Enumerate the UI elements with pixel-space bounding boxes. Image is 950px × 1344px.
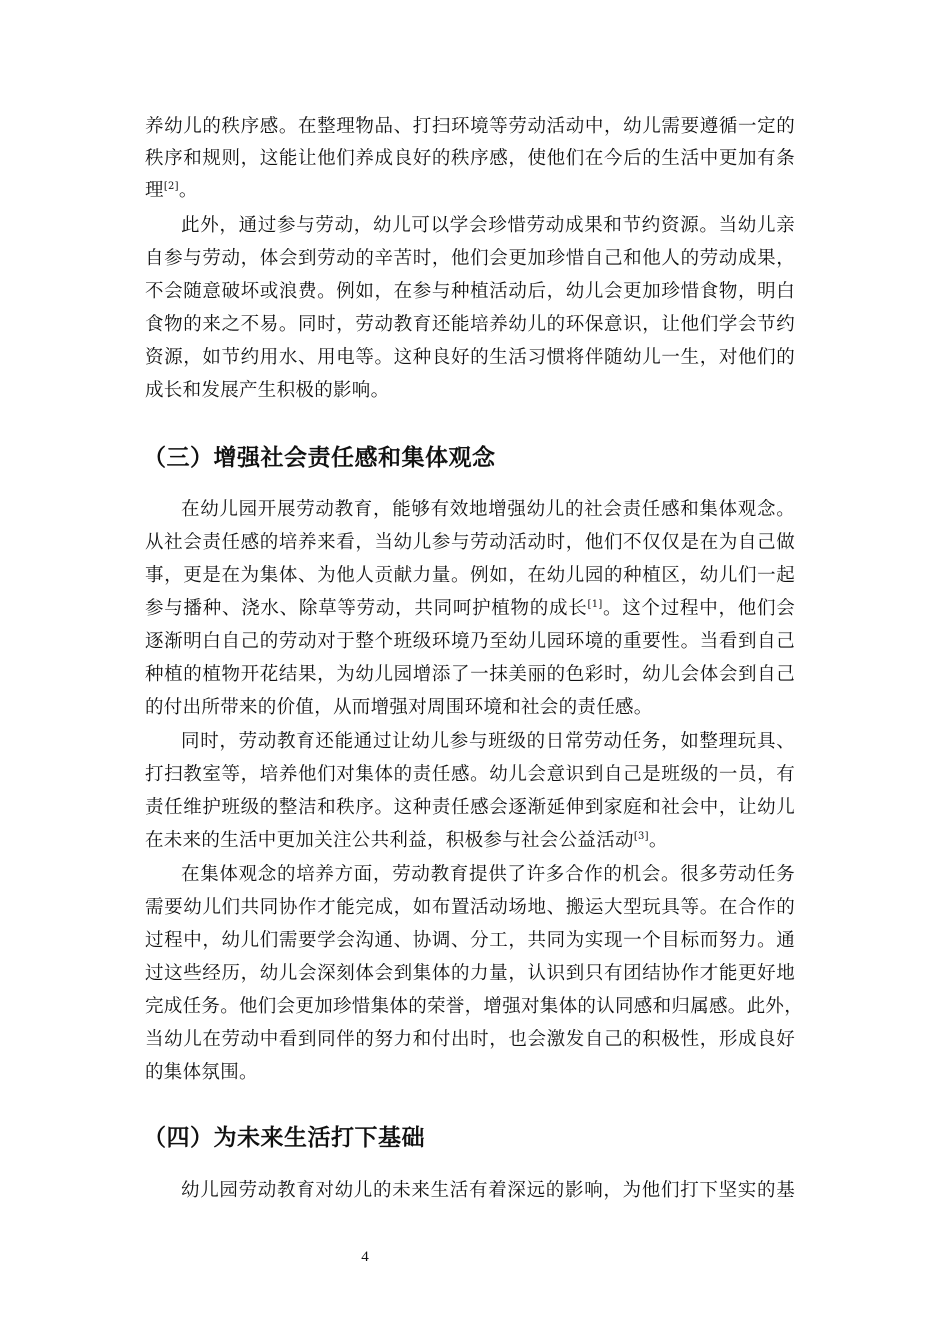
body-text: 。 <box>178 180 198 201</box>
page-number: 4 <box>361 1249 369 1265</box>
paragraph-line: 幼儿园劳动教育对幼儿的未来生活有着深远的影响，为他们打下坚实的基 <box>181 1180 795 1201</box>
body-text: 在未来的生活中更加关注公共利益，积极参与社会公益活动 <box>145 830 634 851</box>
paragraph-line: 事，更是在为集体、为他人贡献力量。例如，在幼儿园的种植区，幼儿们一起 <box>145 565 795 586</box>
paragraph-line: 同时，劳动教育还能通过让幼儿参与班级的日常劳动任务，如整理玩具、 <box>181 731 795 752</box>
paragraph-line: 需要幼儿们共同协作才能完成，如布置活动场地、搬运大型玩具等。在合作的 <box>145 897 795 918</box>
paragraph-line: 此外，通过参与劳动，幼儿可以学会珍惜劳动成果和节约资源。当幼儿亲 <box>181 215 795 236</box>
section-heading: （四）为未来生活打下基础 <box>143 1125 425 1151</box>
paragraph-line: 过程中，幼儿们需要学会沟通、协调、分工，共同为实现一个目标而努力。通 <box>145 930 795 951</box>
paragraph-line: 秩序和规则，这能让他们养成良好的秩序感，使他们在今后的生活中更加有条 <box>145 148 795 169</box>
paragraph-line: 在幼儿园开展劳动教育，能够有效地增强幼儿的社会责任感和集体观念。 <box>181 499 795 520</box>
paragraph-line: 自参与劳动，体会到劳动的辛苦时，他们会更加珍惜自己和他人的劳动成果， <box>145 248 795 269</box>
body-text: 参与播种、浇水、除草等劳动，共同呵护植物的成长 <box>145 598 588 619</box>
body-text: 。这个过程中，他们会 <box>602 598 795 619</box>
paragraph-line: 在集体观念的培养方面，劳动教育提供了许多合作的机会。很多劳动任务 <box>181 864 795 885</box>
paragraph-line: 资源，如节约用水、用电等。这种良好的生活习惯将伴随幼儿一生，对他们的 <box>145 347 795 368</box>
section-heading: （三）增强社会责任感和集体观念 <box>143 445 496 471</box>
paragraph-line: 当幼儿在劳动中看到同伴的努力和付出时，也会激发自己的积极性，形成良好 <box>145 1029 795 1050</box>
paragraph-line: 完成任务。他们会更加珍惜集体的荣誉，增强对集体的认同感和归属感。此外， <box>145 996 804 1017</box>
paragraph-line: 的付出所带来的价值，从而增强对周围环境和社会的责任感。 <box>145 697 653 718</box>
paragraph-line: 不会随意破坏或浪费。例如，在参与种植活动后，幼儿会更加珍惜食物，明白 <box>145 281 795 302</box>
body-text: 理 <box>145 180 164 201</box>
paragraph-line: 食物的来之不易。同时，劳动教育还能培养幼儿的环保意识，让他们学会节约 <box>145 314 795 335</box>
citation-reference: [1] <box>587 598 603 610</box>
paragraph-line: 过这些经历，幼儿会深刻体会到集体的力量，认识到只有团结协作才能更好地 <box>145 963 795 984</box>
citation-reference: [3] <box>633 830 649 842</box>
paragraph-line <box>145 178 198 204</box>
paragraph-line <box>145 828 668 854</box>
body-text: 。 <box>648 830 668 851</box>
paragraph-line: 种植的植物开花结果，为幼儿园增添了一抹美丽的色彩时，幼儿会体会到自己 <box>145 664 795 685</box>
paragraph-line: 的集体氛围。 <box>145 1062 258 1083</box>
paragraph-line: 逐渐明白自己的劳动对于整个班级环境乃至幼儿园环境的重要性。当看到自己 <box>145 631 795 652</box>
paragraph-line: 责任维护班级的整洁和秩序。这种责任感会逐渐延伸到家庭和社会中，让幼儿 <box>145 797 795 818</box>
paragraph-line: 从社会责任感的培养来看，当幼儿参与劳动活动时，他们不仅仅是在为自己做 <box>145 532 795 553</box>
paragraph-line: 成长和发展产生积极的影响。 <box>145 380 390 401</box>
paragraph-line <box>145 596 795 622</box>
paragraph-line: 养幼儿的秩序感。在整理物品、打扫环境等劳动活动中，幼儿需要遵循一定的 <box>145 116 795 137</box>
citation-reference: [2] <box>163 180 179 192</box>
paragraph-line: 打扫教室等，培养他们对集体的责任感。幼儿会意识到自己是班级的一员，有 <box>145 764 795 785</box>
